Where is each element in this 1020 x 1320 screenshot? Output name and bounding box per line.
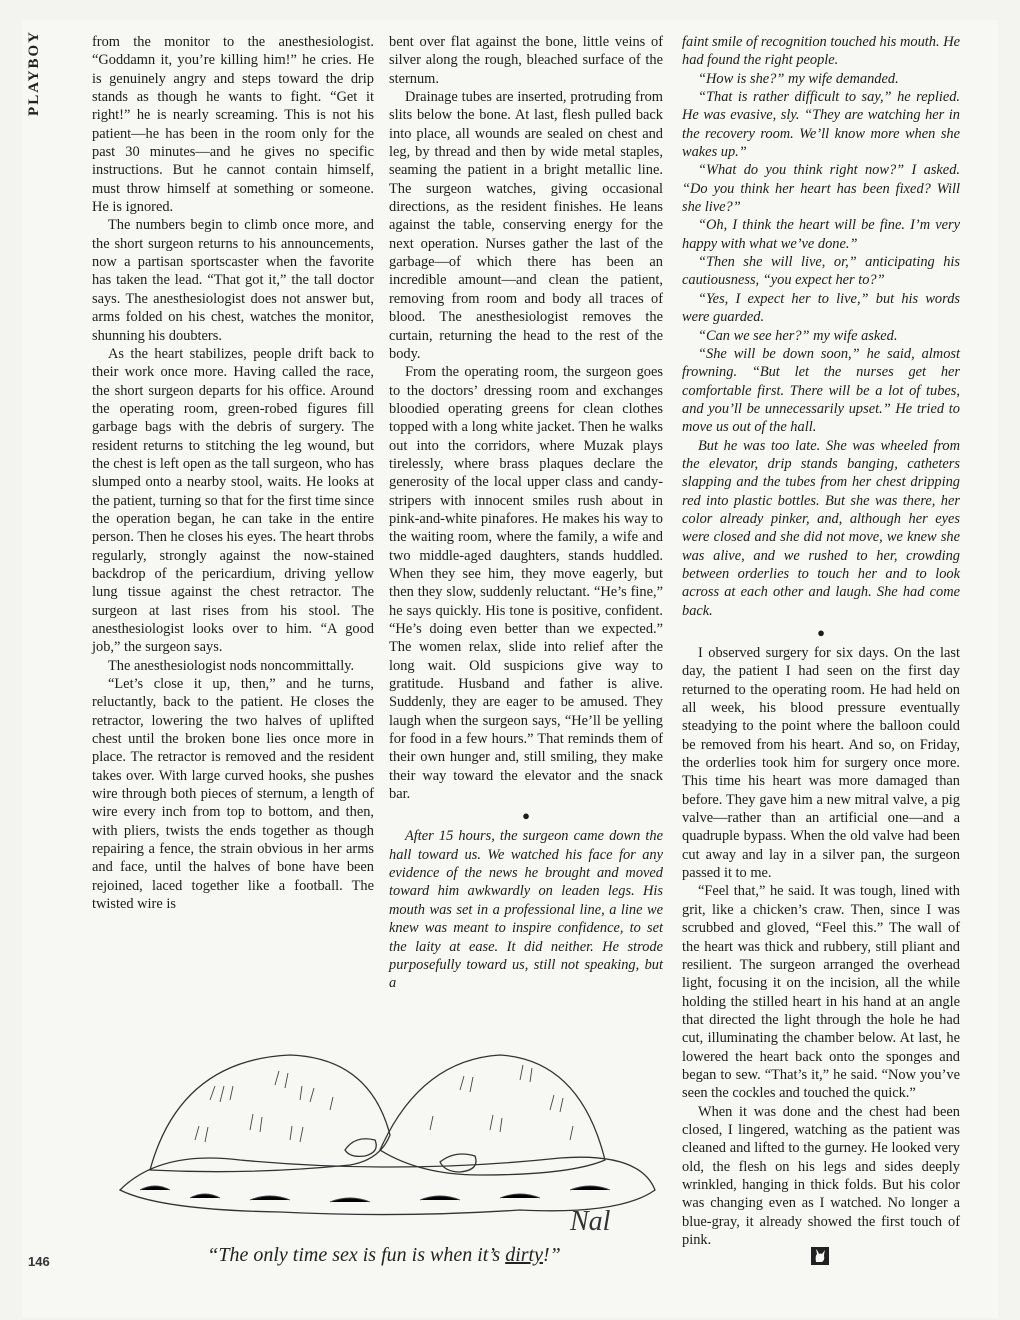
section-break-bullet: ●: [522, 808, 530, 824]
masthead: PLAYBOY: [26, 30, 42, 116]
paragraph: The anesthesiologist nods noncommittally.: [108, 657, 355, 674]
paragraph: faint smile of recognition touched his mouth. He had found the right people.: [682, 34, 960, 69]
paragraph: “That is rather difficult to say,” he replied. He was evasive, sly. “They are watching her in the recovery room. We’ll know more when she wakes up.”: [682, 89, 960, 161]
paragraph: “How is she?” my wife demanded.: [698, 70, 899, 87]
paragraph: “Can we see her?” my wife asked.: [698, 327, 898, 344]
cartoonist-signature: Nal: [570, 1206, 611, 1237]
page-number: 146: [28, 1254, 50, 1269]
text-column-3: [682, 33, 960, 1249]
paragraph: “Feel that,” he said. It was tough, lined with grit, like a chicken’s craw. Then, since I was scrubbed and gloved, “Feel this.” The wall of the heart was thick and rubbery, still pliant and resilient. The surgeon arranged the overhead light, focusing it on the incision, all the while holding the stilled heart in his hand at an angle that directed the light through the hole he had cut, illuminating the chamber below. At last, he lowered the heart back onto the sponges and began to sew. “That’s it,” he said. “Now you’ve seen the cockles and touched the quick.”: [682, 883, 960, 1102]
turtle-head-left: [345, 1139, 376, 1157]
paragraph: “What do you think right now?” I asked. “Do you think her heart has been fixed? Will she live?”: [682, 162, 960, 216]
cartoon-illustration: [100, 1040, 668, 1240]
paragraph: “She will be down soon,” he said, almost frowning. “But let the nurses get her comfortable first. There will be a lot of tubes, and you’ll be unnecessarily upset.” He tried to move us out of the hall.: [682, 345, 960, 436]
paragraph: Drainage tubes are inserted, protruding from slits below the bone. At last, flesh pulled back into place, all wounds are sealed on chest and leg, by thread and then by wide metal staples, seaming the patient in a bright metallic line. The surgeon watches, giving occasional directions, as the resident finishes. He leans against the table, conserving energy for the next operation. Nurses gather the last of the garbage—of which there has been an incredible amount—and clean the patient, removing from room and body all traces of blood. The anesthesiologist removes the curtain, returning the head to the rest of the body.: [389, 89, 663, 362]
turtle-head-right: [440, 1154, 476, 1172]
paragraph: But he was too late. She was wheeled from the elevator, drip stands banging, catheters slapping and the tubes from her chest dripping red into plastic bottles. But she was there, her color already pinker, and, although her eyes were closed and she did not move, we knew she was alive, and we rushed to her, crowding between orderlies to touch her and to look across at each other and laugh. She had come back.: [682, 437, 960, 619]
text-column-1: [92, 33, 374, 914]
turtle-shell-left: [150, 1055, 390, 1172]
paragraph: “Let’s close it up, then,” and he turns, reluctantly, back to the patient. He closes the retractor, lowering the two halves of uplifted chest until the broken bone lies once more in place. The retractor is removed and the resident takes over. With large curved hooks, she pushes wire through both pieces of sternum, a length of wire every inch from top to bottom, and then, with pliers, twists the ends together as though repairing a fence, the strain obvious in her arms and face, until the halves of bone have been rejoined, laced together like a football. The twisted wire is: [92, 676, 374, 913]
paragraph: As the heart stabilizes, people drift back to their work once more. Having called the race, the short surgeon departs for his office. Around the operating room, green-robed figures fill garbage bags with the debris of surgery. The resident returns to stitching the leg wound, but the chest is left open as the tall surgeon, who has slumped onto a nearby stool, waits. He looks at the patient, turning so that for the first time since the operation began, he can take in the entire person. Then he closes his eyes. The heart throbs regularly, strongly against the now-stained backdrop of the pericardium, driving yellow lung tissue against the chest retractor. The surgeon at last rises from his stool. The anesthesiologist looks over to him. “A good job,” the surgeon says.: [92, 345, 374, 656]
caption-main: “The only time sex is fun is when it’s: [207, 1244, 506, 1266]
caption-end: !”: [542, 1244, 561, 1266]
rabbit-head-logo-icon: [810, 1246, 830, 1266]
paragraph: The numbers begin to climb once more, and the short surgeon returns to his announcements, now a partisan sportscaster when the favorite has taken the lead. “That got it,” the tall doctor says. The anesthesiologist does not answer but, arms folded on his chest, watches the monitor, shunning his doubters.: [92, 217, 374, 344]
paragraph: “Yes, I expect her to live,” but his words were guarded.: [682, 290, 960, 326]
text-column-2: [389, 33, 663, 993]
caption-underlined-word: dirty: [505, 1244, 543, 1266]
paragraph: From the operating room, the surgeon goes to the doctors’ dressing room and exchanges bloodied operating greens for clean clothes topped with a long white jacket. Then he walks out into the corridors, where Muzak plays tirelessly, where brass plaques declare the generosity of the local upper class and candy-stripers with innocent smiles rush about in pink-and-white pinafores. He makes his way to the waiting room, where the family, a wife and two middle-aged daughters, stands huddled. When they see him, they move eagerly, but then they slow, suddenly reluctant. “He’s fine,” he says quickly. His tone is positive, confident. “He’s doing even better than we expected.” The women relax, slide into relief after the long wait. Old suspicions give way to gratitude. Husband and father is alive. Suddenly, they are eager to be amused. They laugh when the surgeon says, “He’ll be yelling for food in a few hours.” That reminds them of their own hunger and, still smiling, they make their way toward the elevator and the snack bar.: [389, 364, 663, 803]
paragraph: “Then she will live, or,” anticipating his cautiousness, “you expect her to?”: [682, 254, 960, 289]
paragraph: When it was done and the chest had been closed, I lingered, watching as the patient was cleaned and lifted to the gurney. He looked very old, the flesh on his legs and sides deeply wrinkled, hanging in thick folds. But his color was changing even as I watched. No longer a blue-gray, it already showed the first touch of pink.: [682, 1103, 960, 1248]
paragraph: I observed surgery for six days. On the last day, the patient I had seen on the first day returned to the operating room. He had held on all week, his blood pressure eventually steadying to the point where the balloon could be removed from his heart. And so, on Friday, the orderlies took him for surgery once more. This time his heart was more damaged than before. They gave him a new mitral valve, a pig valve—rather than an artificial one—and a quadruple bypass. When the old valve had been cut away and lay in a silver pan, the surgeon passed it to me.: [682, 645, 960, 882]
section-break-bullet: ●: [817, 625, 825, 640]
paragraph: bent over flat against the bone, little veins of silver along the rough, bleached surface of the sternum.: [389, 34, 663, 87]
paragraph: from the monitor to the anesthesiologist. “Goddamn it, you’re killing him!” he cries. He is genuinely angry and steps toward the drip stands as though he wants to fight. “Get it right!” he is nearly screaming. This is not his patient—he has been in the room only for the past 30 minutes—and he gives no specific instructions. But he cannot contain himself, must throw himself at something or someone. He is ignored.: [92, 34, 374, 216]
paragraph: After 15 hours, the surgeon came down the hall toward us. We watched his face for any evidence of the news he brought and moved toward him awkwardly on leaden legs. His mouth was set in a professional line, a line we knew was meant to inspire confidence, to set the laity at ease. It did neither. He strode purposefully toward us, still not speaking, but a: [389, 828, 663, 992]
cartoon-caption: [100, 1244, 668, 1267]
paragraph: “Oh, I think the heart will be fine. I’m very happy with what we’ve done.”: [682, 217, 960, 252]
